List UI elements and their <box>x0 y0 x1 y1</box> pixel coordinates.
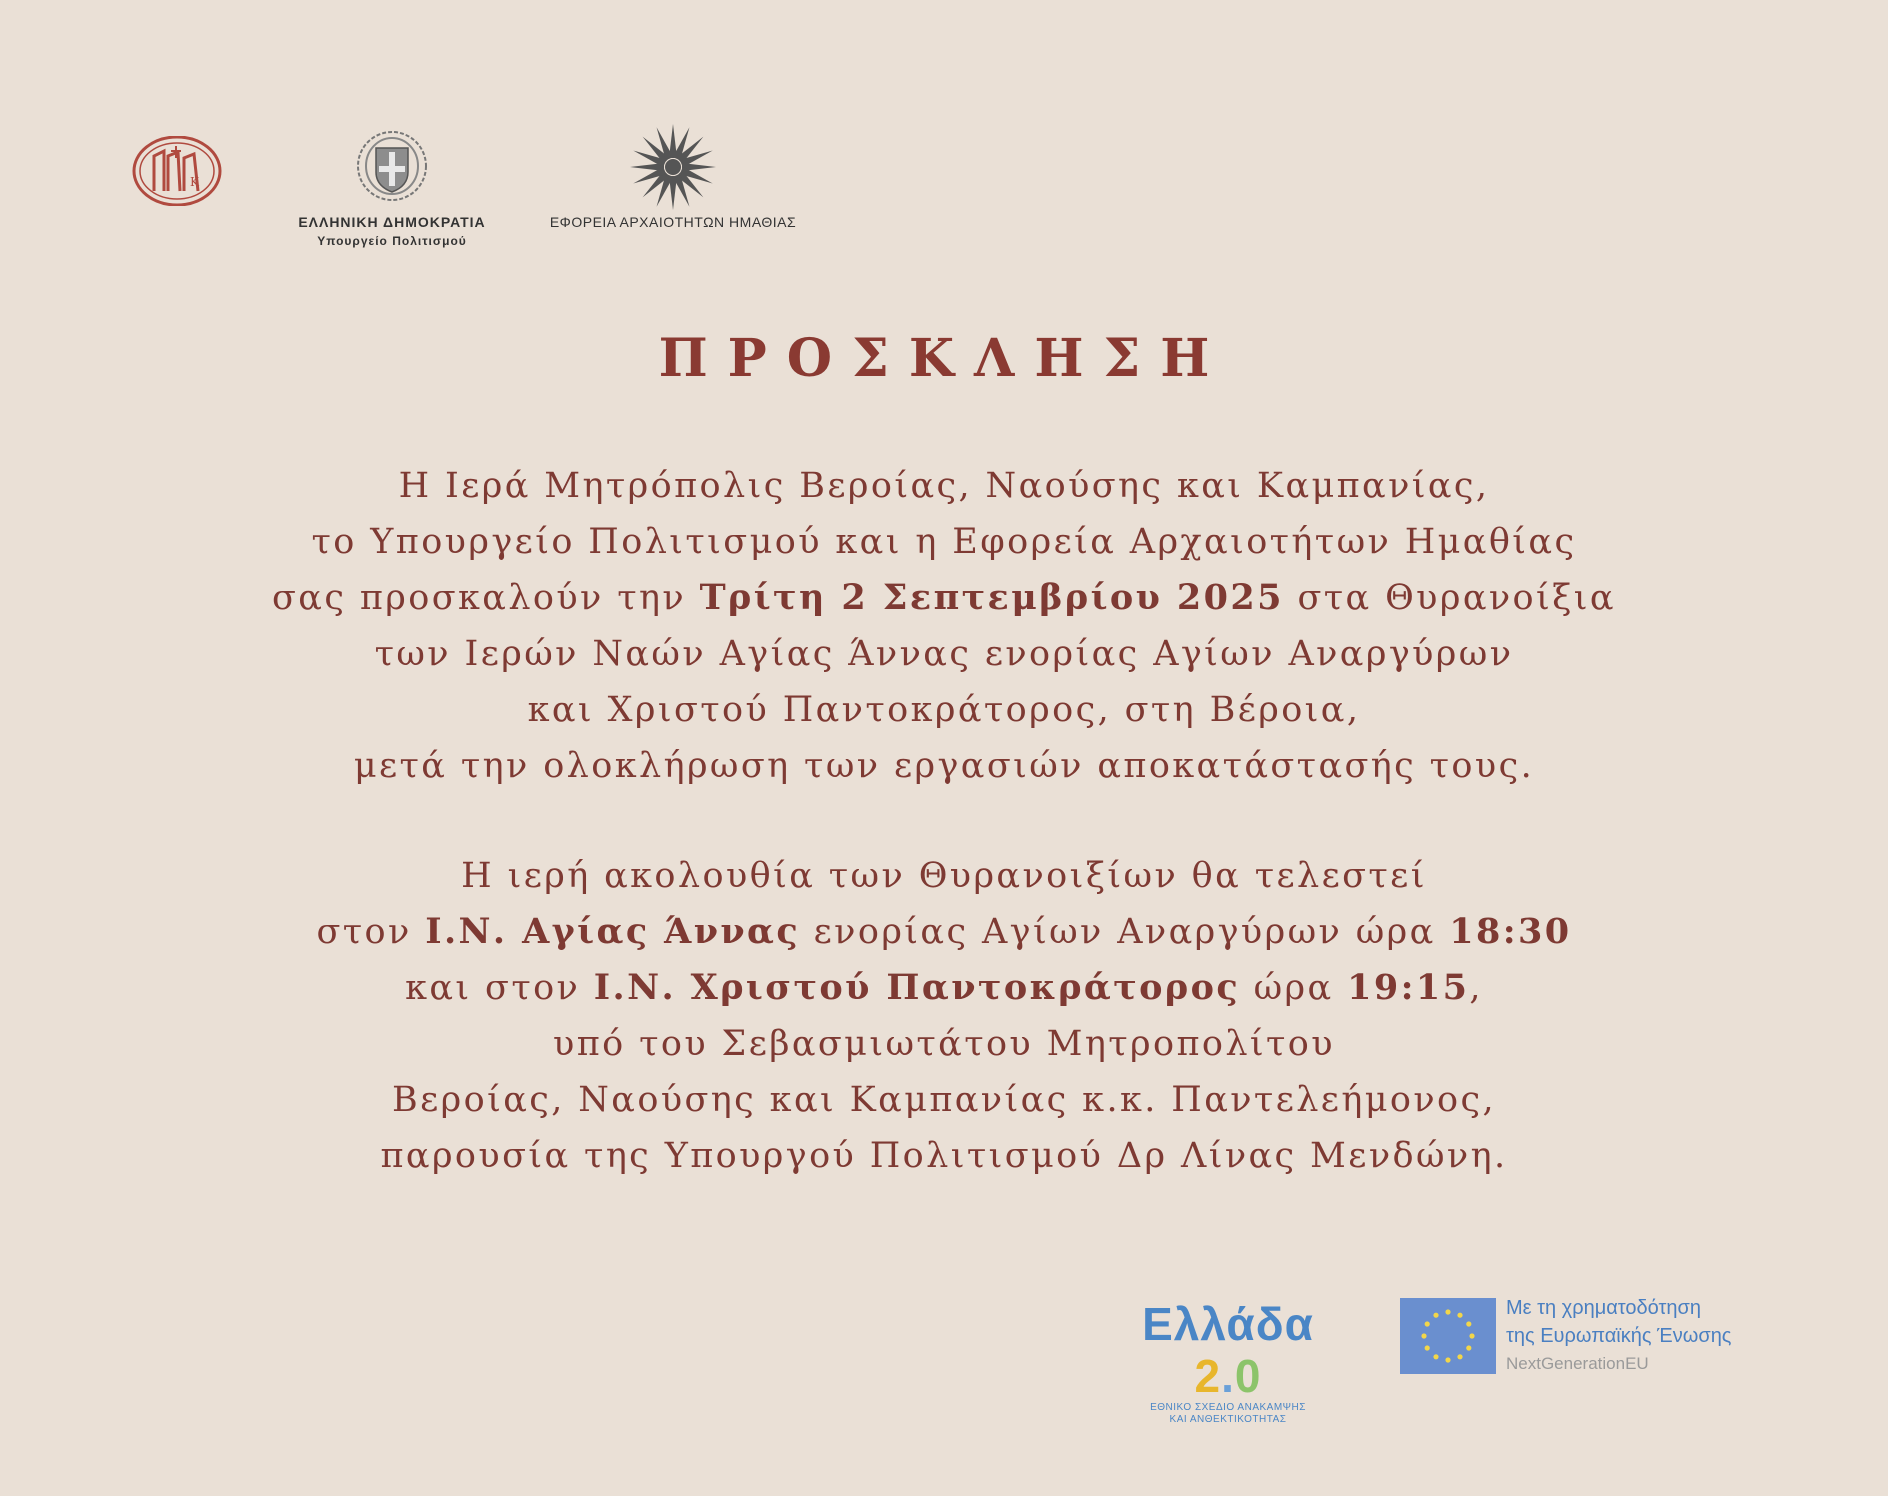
p2-line-4: υπό του Σεβασμιωτάτου Μητροπολίτου <box>553 1024 1335 1064</box>
ephorate-logo <box>548 122 798 232</box>
church-agia-anna: Ι.Ν. Αγίας Άννας <box>425 911 801 952</box>
ellada-2-0-logo <box>1108 1298 1348 1426</box>
eu-line-1: Με τη χρηματοδότηση <box>1506 1297 1701 1319</box>
time-first: 18:30 <box>1449 911 1572 952</box>
time-second: 19:15 <box>1347 967 1470 1008</box>
paragraph-ceremony <box>0 848 1888 1184</box>
ellada-sub-2: ΚΑΙ ΑΝΘΕΚΤΙΚΟΤΗΤΑΣ <box>1169 1414 1287 1425</box>
hellenic-republic-logo <box>282 128 502 248</box>
logo2-line1: ΕΛΛΗΝΙΚΗ ΔΗΜΟΚΡΑΤΙΑ <box>298 214 486 230</box>
p2-line-1: Η ιερή ακολουθία των Θυρανοιξίων θα τελεστεί <box>461 856 1427 896</box>
p2-line-5: Βεροίας, Ναούσης και Καμπανίας κ.κ. Παντελεήμονος, <box>391 1080 1497 1120</box>
ellada-word <box>1108 1298 1348 1402</box>
vergina-sun-icon <box>623 122 723 212</box>
p1-line-5: και Χριστού Παντοκράτορος, στη Βέροια, <box>527 690 1361 730</box>
p1-line-3c: στα Θυρανοίξια <box>1283 578 1616 618</box>
ellada-dot: . <box>1221 1350 1235 1402</box>
metropolis-logo <box>132 136 222 206</box>
ellada-text: Ελλάδα <box>1142 1298 1314 1350</box>
p2-line-2c: ενορίας Αγίων Αναργύρων ώρα <box>800 912 1450 952</box>
svg-text:K: K <box>190 175 199 189</box>
event-date: Τρίτη 2 Σεπτεμβρίου 2025 <box>699 577 1284 618</box>
footer-logos <box>0 1280 1888 1425</box>
metropolis-seal-icon <box>132 136 222 206</box>
eu-flag-icon <box>1400 1298 1496 1374</box>
p1-line-6: μετά την ολοκλήρωση των εργασιών αποκατάστασής τους. <box>353 746 1535 786</box>
eu-line-2: της Ευρωπαϊκής Ένωσης <box>1506 1325 1732 1347</box>
logo3-line1: ΕΦΟΡΕΙΑ ΑΡΧΑΙΟΤΗΤΩΝ ΗΜΑΘΙΑΣ <box>549 214 797 230</box>
eu-funding-text <box>1506 1294 1731 1378</box>
ellada-digit-2: 2 <box>1194 1350 1222 1402</box>
p2-line-2a: στον <box>316 912 426 952</box>
page-title: ΠΡΟΣΚΛΗΣΗ <box>658 328 1230 389</box>
logo2-line2: Υπουργείο Πολιτισμού <box>317 234 467 248</box>
p2-line-2 <box>0 904 1888 960</box>
p1-line-1: Η Ιερά Μητρόπολις Βεροίας, Ναούσης και Καμπανίας, <box>398 466 1490 506</box>
ellada-digit-0: 0 <box>1234 1350 1262 1402</box>
eu-line-3: NextGenerationEU <box>1506 1354 1649 1373</box>
p1-line-4: των Ιερών Ναών Αγίας Άννας ενορίας Αγίων Αναργύρων <box>374 634 1514 674</box>
church-pantokrator: Ι.Ν. Χριστού Παντοκράτορος <box>593 967 1241 1008</box>
paragraph-invitation <box>0 458 1888 794</box>
p1-line-2: το Υπουργείο Πολιτισμού και η Εφορεία Αρχαιοτήτων Ημαθίας <box>311 522 1577 562</box>
hellenic-republic-emblem-icon <box>352 128 432 204</box>
p1-line-3a: σας προσκαλούν την <box>272 578 700 618</box>
p2-line-6: παρουσία της Υπουργού Πολιτισμού Δρ Λίνας Μενδώνη. <box>380 1136 1508 1176</box>
ellada-sub-1: ΕΘΝΙΚΟ ΣΧΕΔΙΟ ΑΝΑΚΑΜΨΗΣ <box>1150 1402 1306 1413</box>
p2-line-3 <box>0 960 1888 1016</box>
p2-line-3c: ώρα <box>1240 968 1348 1008</box>
header-logos <box>0 0 1888 260</box>
p2-line-3a: και στον <box>405 968 594 1008</box>
p1-line-3 <box>0 570 1888 626</box>
p2-line-3e: , <box>1469 968 1483 1008</box>
